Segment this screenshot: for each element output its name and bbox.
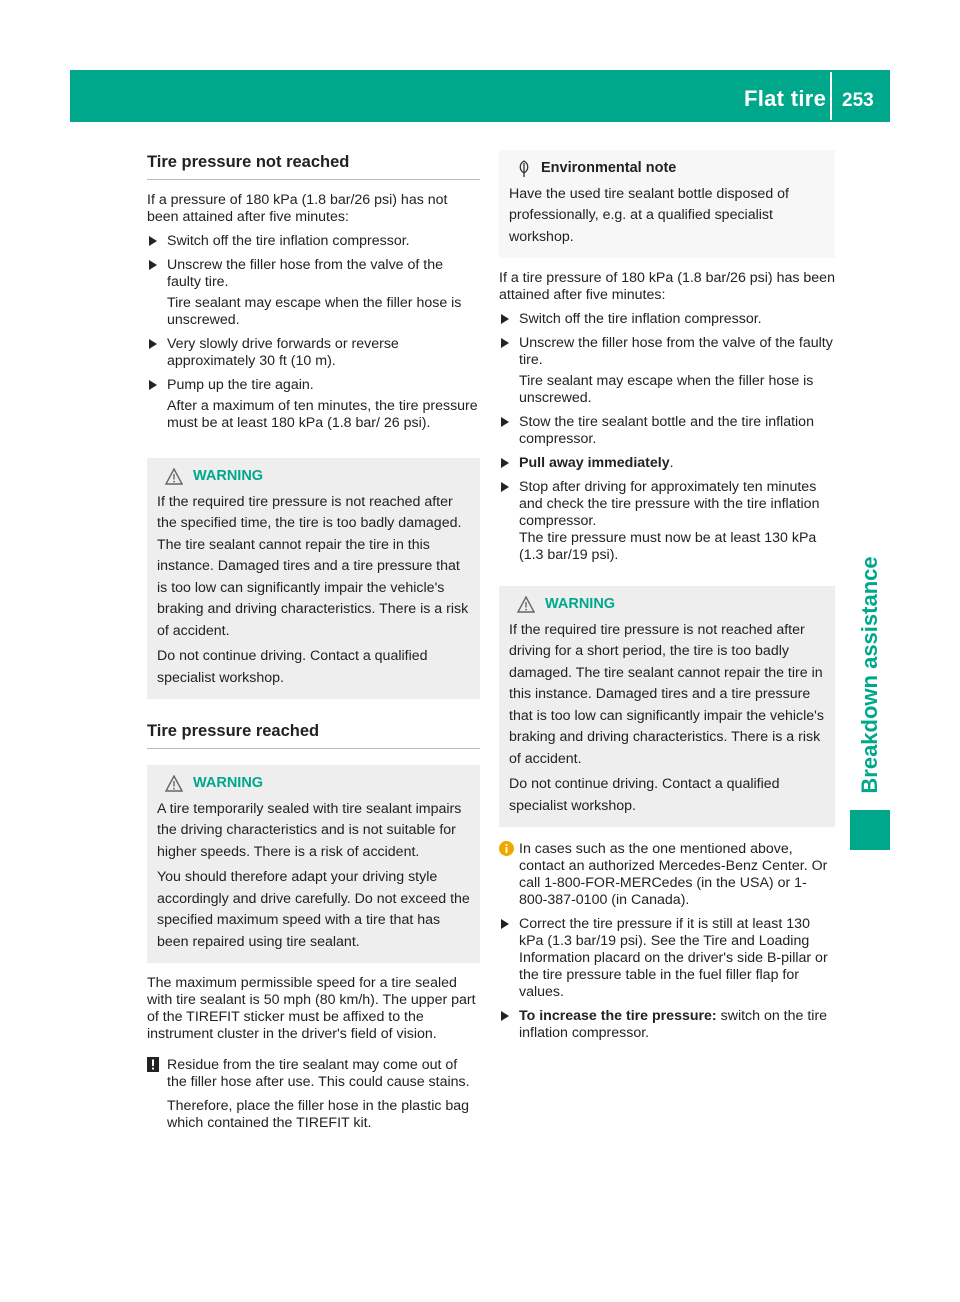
warning-text: If the required tire pressure is not reached after the specified time, the tire is too badly damaged. The tire sealant cannot repair the tire in this instance. Damaged tires and a tire pressure that is too low can significantly impair the vehicle's braking and driving characteristics. There is a risk of accident.	[157, 493, 469, 639]
left-column	[147, 150, 480, 1132]
step-text: Stow the tire sealant bottle and the tire inflation compressor.	[519, 414, 814, 447]
step-text: Unscrew the filler hose from the valve of the faulty tire.	[519, 335, 833, 368]
step-item	[147, 233, 480, 250]
step-item	[499, 335, 835, 407]
arrow-icon	[149, 236, 157, 246]
warning-text: A tire temporarily sealed with tire sealant impairs the driving characteristics and is not suitable for higher speeds. There is a risk of accident.	[157, 800, 462, 860]
step-item	[147, 336, 480, 370]
step-item	[499, 414, 835, 448]
section-heading-reached: Tire pressure reached	[147, 723, 480, 749]
step-result: The tire pressure must now be at least 130 kPa (1.3 bar/19 psi).	[519, 530, 817, 563]
arrow-icon	[501, 314, 509, 324]
step-result: After a maximum of ten minutes, the tire pressure must be at least 180 kPa (1.8 bar/ 26 psi).	[167, 398, 478, 431]
arrow-icon	[149, 260, 157, 270]
notice-text: Therefore, place the filler hose in the plastic bag which contained the TIREFIT kit.	[167, 1098, 470, 1131]
intro-text: If a tire pressure of 180 kPa (1.8 bar/26 psi) has been attained after five minutes:	[499, 270, 835, 303]
warning-triangle-icon	[165, 775, 183, 792]
arrow-icon	[501, 482, 509, 492]
warning-box	[147, 765, 480, 963]
step-text: Correct the tire pressure if it is still at least 130 kPa (1.3 bar/19 psi). See the Tire and Loading Information placard on the driver's side B-pillar or the tire pressure table in the fuel filler flap for values.	[519, 916, 828, 1000]
step-text: Very slowly drive forwards or reverse approximately 30 ft (10 m).	[167, 336, 399, 369]
environmental-note-label: Environmental note	[541, 160, 677, 176]
environmental-note-header	[517, 158, 825, 180]
notice-block	[147, 1057, 480, 1132]
warning-header	[517, 594, 825, 616]
arrow-icon	[501, 417, 509, 427]
right-column	[499, 150, 835, 1042]
arrow-icon	[501, 338, 509, 348]
environmental-note-text: Have the used tire sealant bottle disposed of professionally, e.g. at a qualified specialist workshop.	[509, 185, 789, 245]
side-tab-label: Breakdown assistance	[857, 556, 882, 794]
warning-box	[147, 458, 480, 699]
step-item	[147, 377, 480, 432]
step-text: Pump up the tire again.	[167, 377, 314, 393]
step-text: Switch off the tire inflation compressor.	[519, 311, 762, 327]
warning-text: If the required tire pressure is not reached after driving for a short period, the tire is too badly damaged. The tire sealant cannot repair the tire in this instance. Damaged tires and a tire pressure that is too low can significantly impair the vehicle's braking and driving characteristics. There is a risk of accident.	[509, 621, 824, 767]
exclamation-icon	[147, 1057, 159, 1072]
arrow-icon	[501, 1011, 509, 1021]
warning-label: WARNING	[545, 596, 616, 612]
side-tab	[850, 545, 890, 805]
warning-triangle-icon	[517, 596, 535, 613]
step-text: Pull away immediately	[519, 455, 670, 471]
intro-text: If a pressure of 180 kPa (1.8 bar/26 psi) has not been attained after five minutes:	[147, 192, 448, 225]
step-item	[499, 916, 835, 1001]
notice-text: Residue from the tire sealant may come out of the filler hose after use. This could cause stains.	[167, 1057, 470, 1090]
info-block	[499, 841, 835, 909]
arrow-icon	[149, 380, 157, 390]
side-tab-marker	[850, 810, 890, 850]
step-item	[499, 479, 835, 564]
step-text: switch on the tire inflation compressor.	[519, 1008, 828, 1041]
step-text: Switch off the tire inflation compressor.	[167, 233, 410, 249]
leaf-icon	[517, 160, 531, 178]
arrow-icon	[501, 458, 509, 468]
warning-text: You should therefore adapt your driving style accordingly and drive carefully. Do not exceed the specified maximum speed with a tire that has been repaired using tire sealant.	[157, 869, 470, 950]
step-item: Pull away immediately.	[499, 455, 835, 472]
warning-text: Do not continue driving. Contact a qualified specialist workshop.	[509, 776, 780, 814]
body-text: The maximum permissible speed for a tire sealed with tire sealant is 50 mph (80 km/h). The upper part of the TIREFIT sticker must be affixed to the instrument cluster in the driver's field of vision.	[147, 975, 476, 1042]
step-item	[499, 1008, 835, 1042]
warning-header	[165, 773, 470, 795]
warning-label: WARNING	[193, 775, 264, 791]
step-text: Stop after driving for approximately ten minutes and check the tire pressure with the tire inflation compressor.	[519, 479, 820, 529]
section-heading-not-reached: Tire pressure not reached	[147, 154, 480, 180]
info-text: In cases such as the one mentioned above, contact an authorized Mercedes-Benz Center. Or call 1-800-FOR-MERCedes (in the USA) or 1-800-387-0100 (in Canada).	[519, 841, 828, 908]
header-divider	[830, 72, 832, 120]
page-number: 253	[842, 90, 874, 111]
warning-text: Do not continue driving. Contact a qualified specialist workshop.	[157, 648, 428, 686]
info-icon	[499, 841, 514, 856]
step-item	[499, 311, 835, 328]
warning-box	[499, 586, 835, 827]
arrow-icon	[501, 919, 509, 929]
step-text: Unscrew the filler hose from the valve of the faulty tire.	[167, 257, 443, 290]
arrow-icon	[149, 339, 157, 349]
chapter-title: Flat tire	[744, 86, 827, 111]
step-text-bold: To increase the tire pressure:	[519, 1008, 717, 1024]
warning-label: WARNING	[193, 468, 264, 484]
step-result: Tire sealant may escape when the filler hose is unscrewed.	[519, 373, 814, 406]
warning-header	[165, 466, 470, 488]
step-result: Tire sealant may escape when the filler hose is unscrewed.	[167, 295, 462, 328]
environmental-note-box	[499, 150, 835, 258]
warning-triangle-icon	[165, 468, 183, 485]
step-item	[147, 257, 480, 329]
